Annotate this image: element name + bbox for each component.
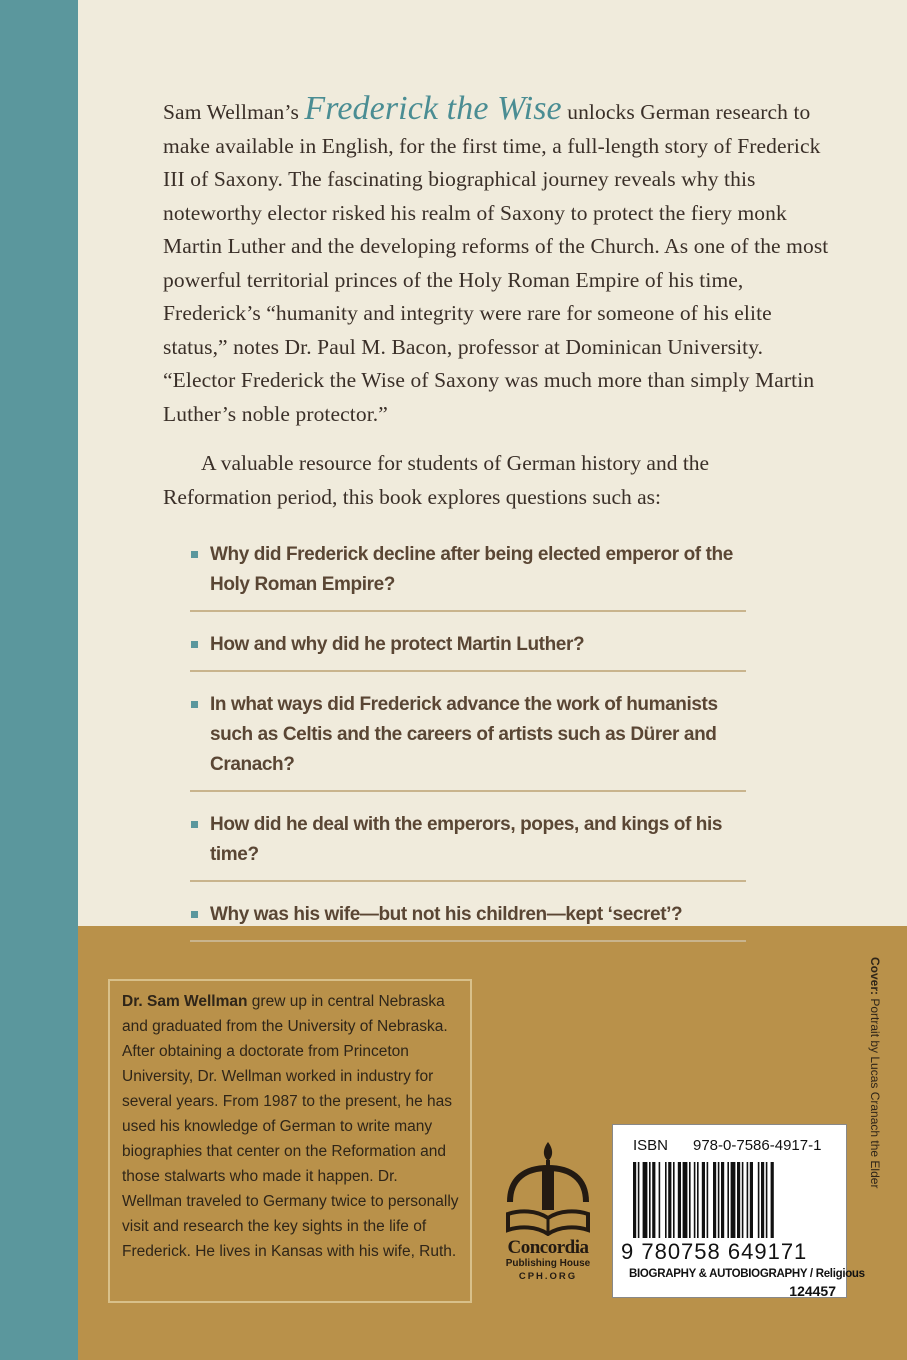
square-bullet-icon — [191, 641, 198, 648]
question-text: Why was his wife—but not his children—kept ‘secret’? — [210, 904, 683, 925]
question-text: Why did Frederick decline after being elected emperor of the Holy Roman Empire? — [210, 544, 733, 595]
question-item — [190, 626, 746, 672]
resource-paragraph: A valuable resource for students of German history and the Reformation period, this book explores questions such as: — [163, 451, 710, 509]
author-bio-text: grew up in central Nebraska and graduated from the University of Nebraska. After obtaining a doctorate from Princeton University, Dr. Wellman worked in industry for several years. From 1987 to the present, he has used his knowledge of German to write many biographies that center on the Reformation and those stalwarts who made it happen. Dr. Wellman traveled to Germany twice to personally visit and research the key sights in the life of Frederick. He lives in Kansas with his wife, Ruth. — [122, 993, 459, 1260]
product-code: 124457 — [789, 1283, 836, 1299]
question-text: How and why did he protect Martin Luther? — [210, 634, 585, 655]
concordia-lamp-logo-icon — [498, 1140, 598, 1236]
square-bullet-icon — [191, 701, 198, 708]
isbn-number: 978-0-7586-4917-1 — [693, 1137, 822, 1154]
intro-paragraph — [163, 92, 833, 431]
question-item — [190, 536, 746, 612]
square-bullet-icon — [191, 911, 198, 918]
square-bullet-icon — [191, 821, 198, 828]
publisher-name: Concordia — [507, 1237, 589, 1258]
intro-text: unlocks German research to make available in English, for the first time, a full-length story of Frederick III of Saxony. The fascinating biographical journey reveals why this noteworthy elector risked his realm of Saxony to protect the fiery monk Martin Luther and the developing reforms of the Church. As one of the most powerful territorial princes of the Holy Roman Empire of his time, Frederick’s “humanity and integrity were rare for someone of his elite status,” notes Dr. Paul M. Bacon, professor at Dominican University. “Elector Frederick the Wise of Saxony was much more than simply Martin Luther’s noble protector.” — [163, 100, 829, 426]
question-text: In what ways did Frederick advance the work of humanists such as Celtis and the careers of artists such as Dürer and Cranach? — [210, 694, 718, 775]
teal-spine-band — [0, 0, 78, 1360]
isbn-label: ISBN — [633, 1137, 669, 1154]
barcode-digits: 9 780758 649171 — [621, 1239, 808, 1264]
publisher-url: CPH.ORG — [518, 1271, 578, 1282]
question-text: How did he deal with the emperors, popes, and kings of his time? — [210, 814, 723, 865]
cover-credit — [868, 957, 882, 1188]
isbn-barcode-box — [612, 1124, 865, 1299]
square-bullet-icon — [191, 551, 198, 558]
question-item — [190, 896, 746, 942]
author-bio — [122, 989, 462, 1264]
book-category: BIOGRAPHY & AUTOBIOGRAPHY / Religious — [629, 1268, 865, 1280]
question-item — [190, 806, 746, 882]
barcode-icon — [633, 1162, 828, 1244]
cover-credit-text: Portrait by Lucas Cranach the Elder — [868, 995, 882, 1189]
book-title: Frederick the Wise — [304, 90, 562, 127]
question-list — [190, 536, 746, 956]
author-name: Dr. Sam Wellman — [122, 993, 248, 1010]
publisher-subtitle: Publishing House — [505, 1258, 591, 1269]
cover-credit-label: Cover: — [868, 957, 882, 996]
intro-lead: Sam Wellman’s — [163, 100, 305, 124]
question-item — [190, 686, 746, 792]
